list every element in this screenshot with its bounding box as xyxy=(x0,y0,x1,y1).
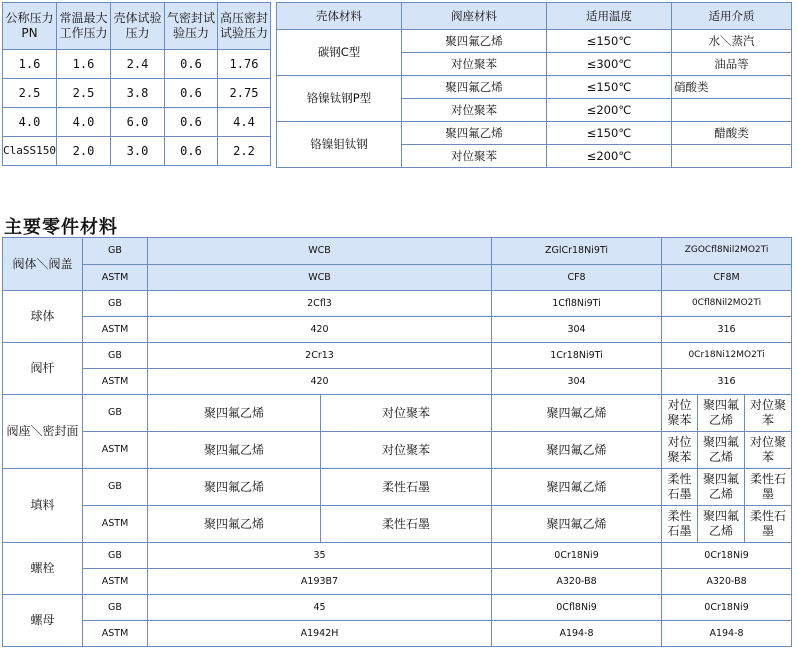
cell: ≤150℃ xyxy=(547,30,672,53)
cell: 1Cfl8Ni9Ti xyxy=(492,291,662,317)
cell: 聚四氟乙烯 xyxy=(492,432,662,469)
cell: 聚四氟乙烯 xyxy=(698,395,745,432)
cell: 聚四氟乙烯 xyxy=(492,469,662,506)
std-label-astm: ASTM xyxy=(83,432,148,469)
cell: A193B7 xyxy=(148,569,492,595)
table-row xyxy=(3,137,271,166)
cell: ≤150℃ xyxy=(547,76,672,99)
cell: A320-B8 xyxy=(662,569,792,595)
cell: ClaSS150 xyxy=(3,137,57,166)
cell: 420 xyxy=(148,369,492,395)
cell: 0Cr18Ni12MO2Ti xyxy=(662,343,792,369)
header-temperature: 适用温度 xyxy=(547,3,672,30)
table-row xyxy=(3,395,792,432)
cell: 2.75 xyxy=(218,79,271,108)
cell: 3.8 xyxy=(111,79,165,108)
cell: 硝酸类 xyxy=(672,76,792,99)
cell: WCB xyxy=(148,265,492,291)
shell-material-cell: 碳钢C型 xyxy=(277,30,402,76)
cell: 304 xyxy=(492,317,662,343)
cell: 6.0 xyxy=(111,108,165,137)
cell: 聚四氟乙烯 xyxy=(698,469,745,506)
cell: 聚四氟乙烯 xyxy=(402,122,547,145)
cell: 1Cr18Ni9Ti xyxy=(492,343,662,369)
material-table xyxy=(276,2,792,168)
cell: 420 xyxy=(148,317,492,343)
cell: 聚四氟乙烯 xyxy=(492,506,662,543)
cell: 对位聚苯 xyxy=(662,432,698,469)
cell: ≤150℃ xyxy=(547,122,672,145)
cell: 对位聚苯 xyxy=(402,53,547,76)
cell: 对位聚苯 xyxy=(745,395,792,432)
table-row xyxy=(3,595,792,621)
cell: A194-8 xyxy=(492,621,662,647)
cell xyxy=(672,145,792,168)
header-shell-test-pressure: 壳体试验压力 xyxy=(111,3,165,50)
part-label-ball: 球体 xyxy=(3,291,83,343)
pressure-table xyxy=(2,2,271,166)
cell: WCB xyxy=(148,238,492,265)
cell: 聚四氟乙烯 xyxy=(148,395,321,432)
std-label-astm: ASTM xyxy=(83,506,148,543)
cell: 0Cr18Ni9 xyxy=(492,543,662,569)
cell: 聚四氟乙烯 xyxy=(698,432,745,469)
part-label-bolt: 螺栓 xyxy=(3,543,83,595)
parts-table xyxy=(2,237,792,647)
cell: 水＼蒸汽 xyxy=(672,30,792,53)
cell: 油品等 xyxy=(672,53,792,76)
cell: 304 xyxy=(492,369,662,395)
header-high-pressure-seal-test: 高压密封试验压力 xyxy=(218,3,271,50)
std-label-gb: GB xyxy=(83,238,148,265)
cell: A1942H xyxy=(148,621,492,647)
header-body-bonnet: 阀体＼阀盖 xyxy=(3,238,83,291)
std-label-astm: ASTM xyxy=(83,317,148,343)
cell: 0Cr18Ni9 xyxy=(662,595,792,621)
table-row xyxy=(3,369,792,395)
cell: 聚四氟乙烯 xyxy=(402,76,547,99)
cell: 聚四氟乙烯 xyxy=(698,506,745,543)
cell: 2Cfl3 xyxy=(148,291,492,317)
std-label-astm: ASTM xyxy=(83,621,148,647)
table-row xyxy=(277,76,792,99)
std-label-gb: GB xyxy=(83,543,148,569)
std-label-gb: GB xyxy=(83,343,148,369)
cell: 聚四氟乙烯 xyxy=(148,432,321,469)
cell: A320-B8 xyxy=(492,569,662,595)
cell: 柔性石墨 xyxy=(745,506,792,543)
cell: 对位聚苯 xyxy=(402,99,547,122)
header-shell-material: 壳体材料 xyxy=(277,3,402,30)
cell: CF8 xyxy=(492,265,662,291)
cell: 1.6 xyxy=(57,50,111,79)
header-medium: 适用介质 xyxy=(672,3,792,30)
part-label-nut: 螺母 xyxy=(3,595,83,647)
cell: 对位聚苯 xyxy=(321,395,492,432)
std-label-gb: GB xyxy=(83,291,148,317)
part-label-seat: 阀座＼密封面 xyxy=(3,395,83,469)
part-label-stem: 阀杆 xyxy=(3,343,83,395)
cell: 316 xyxy=(662,369,792,395)
table-row xyxy=(3,108,271,137)
cell: 聚四氟乙烯 xyxy=(148,469,321,506)
table-row xyxy=(3,291,792,317)
table-row xyxy=(3,621,792,647)
table-row xyxy=(3,432,792,469)
cell: 柔性石墨 xyxy=(321,506,492,543)
header-nominal-pressure: 公称压力PN xyxy=(3,3,57,50)
cell: 2.5 xyxy=(57,79,111,108)
table-row xyxy=(3,50,271,79)
cell: 0.6 xyxy=(165,79,218,108)
table-row xyxy=(3,569,792,595)
cell: 4.0 xyxy=(57,108,111,137)
shell-material-cell: 铬镍钼钛钢 xyxy=(277,122,402,168)
cell: 聚四氟乙烯 xyxy=(492,395,662,432)
std-label-gb: GB xyxy=(83,395,148,432)
cell: 柔性石墨 xyxy=(662,506,698,543)
cell: ZGOCfl8Nil2MO2Ti xyxy=(662,238,792,265)
std-label-astm: ASTM xyxy=(83,369,148,395)
cell: 2.0 xyxy=(57,137,111,166)
table-row xyxy=(3,543,792,569)
table-row xyxy=(3,317,792,343)
cell: 柔性石墨 xyxy=(745,469,792,506)
cell: ≤300℃ xyxy=(547,53,672,76)
table-row xyxy=(277,30,792,53)
cell: ≤200℃ xyxy=(547,99,672,122)
std-label-astm: ASTM xyxy=(83,569,148,595)
cell: 35 xyxy=(148,543,492,569)
cell: 0Cfl8Ni9 xyxy=(492,595,662,621)
cell: 2.2 xyxy=(218,137,271,166)
cell: 2Cr13 xyxy=(148,343,492,369)
cell: 聚四氟乙烯 xyxy=(148,506,321,543)
cell: 4.4 xyxy=(218,108,271,137)
cell: 柔性石墨 xyxy=(662,469,698,506)
cell: 3.0 xyxy=(111,137,165,166)
cell: 1.76 xyxy=(218,50,271,79)
cell: 聚四氟乙烯 xyxy=(402,30,547,53)
cell: 45 xyxy=(148,595,492,621)
table-row xyxy=(277,122,792,145)
cell: 1.6 xyxy=(3,50,57,79)
cell: 2.5 xyxy=(3,79,57,108)
cell: 4.0 xyxy=(3,108,57,137)
cell: 柔性石墨 xyxy=(321,469,492,506)
cell: ZGlCr18Ni9Ti xyxy=(492,238,662,265)
table-row xyxy=(3,238,792,265)
table-row xyxy=(3,469,792,506)
cell: 0Cfl8Nil2MO2Ti xyxy=(662,291,792,317)
cell: 0.6 xyxy=(165,50,218,79)
cell: 对位聚苯 xyxy=(662,395,698,432)
cell: ≤200℃ xyxy=(547,145,672,168)
cell: 0.6 xyxy=(165,108,218,137)
std-label-gb: GB xyxy=(83,469,148,506)
cell: 0.6 xyxy=(165,137,218,166)
cell: 316 xyxy=(662,317,792,343)
cell: 对位聚苯 xyxy=(321,432,492,469)
header-max-working-pressure: 常温最大工作压力 xyxy=(57,3,111,50)
cell: 醋酸类 xyxy=(672,122,792,145)
cell: CF8M xyxy=(662,265,792,291)
table-row xyxy=(3,506,792,543)
header-air-seal-test-pressure: 气密封试验压力 xyxy=(165,3,218,50)
cell: 2.4 xyxy=(111,50,165,79)
cell: A194-8 xyxy=(662,621,792,647)
cell xyxy=(672,99,792,122)
part-label-packing: 填料 xyxy=(3,469,83,543)
table-row xyxy=(3,79,271,108)
section-title: 主要零件材料 xyxy=(4,217,118,238)
cell: 0Cr18Ni9 xyxy=(662,543,792,569)
header-seat-material: 阀座材料 xyxy=(402,3,547,30)
shell-material-cell: 铬镍钛钢P型 xyxy=(277,76,402,122)
table-row xyxy=(3,265,792,291)
std-label-gb: GB xyxy=(83,595,148,621)
table-row xyxy=(3,343,792,369)
cell: 对位聚苯 xyxy=(745,432,792,469)
cell: 对位聚苯 xyxy=(402,145,547,168)
std-label-astm: ASTM xyxy=(83,265,148,291)
